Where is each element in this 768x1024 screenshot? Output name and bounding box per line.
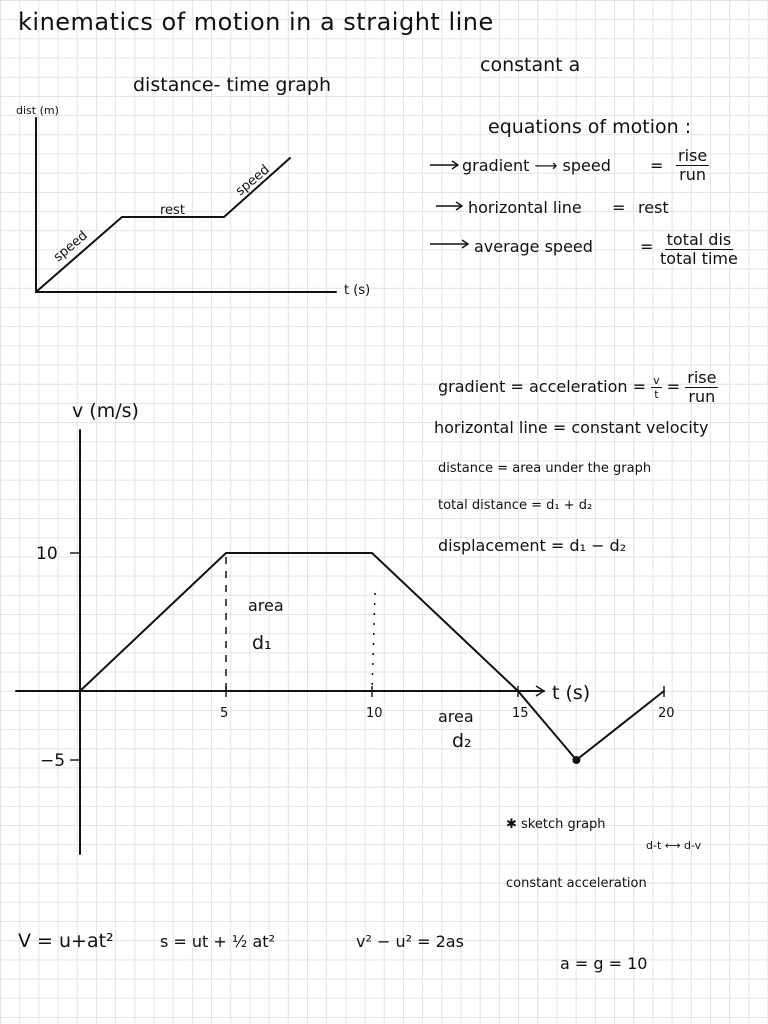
note-distance: distance = area under the graph (438, 461, 652, 476)
rule-eq: = (650, 156, 664, 175)
drop-line (372, 593, 375, 691)
y-tick-label: 10 (36, 544, 58, 564)
equation-3: v² − u² = 2as (356, 932, 464, 951)
note-lhs: gradient = acceleration = (438, 377, 652, 396)
x-tick-label: 10 (366, 706, 383, 721)
frac-num: rise (687, 368, 717, 387)
frac-den: run (679, 165, 707, 184)
dt-y-axis-label: dist (m) (16, 104, 59, 117)
rule-lhs: gradient (462, 156, 530, 175)
frac-num: v (653, 374, 660, 387)
dt-segment-label-rest: rest (160, 203, 185, 218)
note-horizontal-line: horizontal line = constant velocity (434, 418, 709, 437)
rule-rest: rest (638, 198, 669, 217)
conversion-note: d-t ⟷ d-v (646, 839, 702, 852)
rule-average-speed: average speed (474, 237, 593, 256)
note-displacement: displacement = d₁ − d₂ (438, 536, 627, 555)
arrow-icon: ⟶ (534, 156, 558, 175)
y-tick-label: −5 (40, 751, 66, 771)
equations-heading: equations of motion : (488, 116, 692, 138)
dt-segment-label-speed-2: speed (232, 162, 273, 200)
constant-a-note: constant a (480, 54, 581, 76)
vt-x-axis-label: t (s) (552, 682, 591, 704)
note-total-distance: total distance = d₁ + d₂ (438, 498, 593, 513)
x-tick-label: 20 (658, 706, 675, 721)
constant-acceleration-note: constant acceleration (506, 876, 647, 891)
frac-den: t (654, 388, 659, 401)
dt-graph-heading: distance- time graph (133, 74, 331, 96)
x-tick-label: 5 (220, 706, 229, 721)
rule-gradient-speed (462, 158, 611, 174)
sketch-graph-note: ✱ sketch graph (506, 817, 606, 832)
dt-segment-label-speed-1: speed (50, 228, 91, 266)
rule-eq: = (612, 198, 626, 217)
rule-eq: = (640, 237, 654, 256)
area2-name: d₂ (452, 730, 472, 752)
frac-num: total dis (666, 232, 732, 249)
rule-horizontal-line: horizontal line (468, 198, 582, 217)
note-eq: = (666, 377, 686, 396)
min-point (572, 756, 580, 764)
page-title: kinematics of motion in a straight line (18, 8, 494, 36)
rule-rhs: speed (562, 156, 611, 175)
note-gradient-acceleration (438, 370, 718, 405)
dt-x-axis-label: t (s) (344, 283, 371, 298)
x-tick-label: 15 (512, 706, 529, 721)
area2-label: area (438, 707, 474, 726)
vt-y-axis-label: v (m/s) (72, 400, 139, 422)
equation-4: a = g = 10 (560, 954, 648, 973)
equation-2: s = ut + ½ at² (160, 932, 275, 951)
frac-den: total time (660, 249, 738, 267)
area1-name: d₁ (252, 632, 272, 654)
vt-trace (80, 553, 664, 760)
rise-run-fraction (676, 148, 709, 183)
frac-den: run (688, 387, 716, 406)
vt-graph (16, 430, 675, 854)
frac-num: rise (678, 146, 708, 165)
area1-label: area (248, 596, 284, 615)
equation-1: V = u+at² (18, 930, 114, 952)
average-speed-fraction (658, 232, 768, 267)
